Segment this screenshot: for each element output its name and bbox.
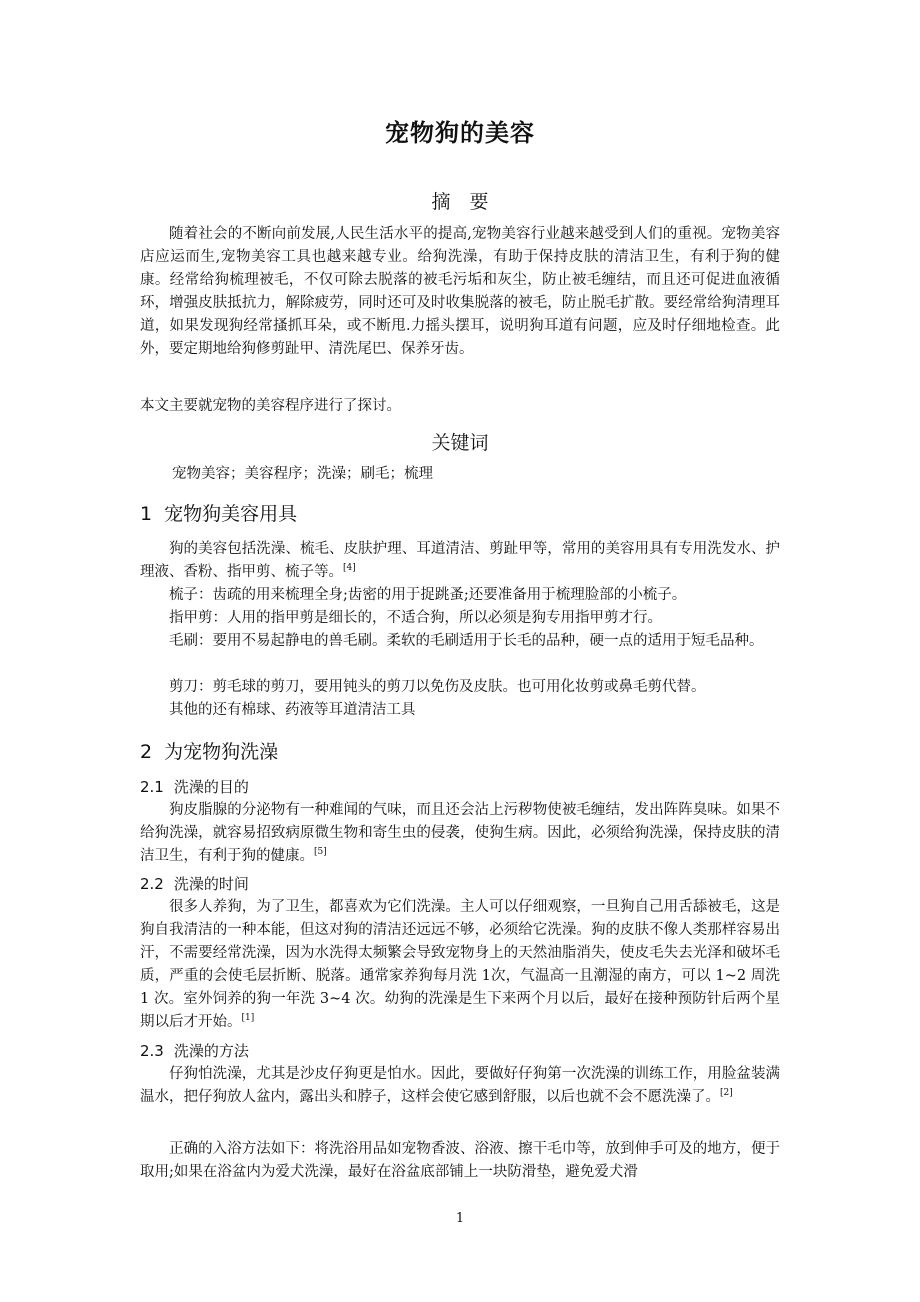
keywords-heading: 关键词 [431, 432, 489, 454]
section-2-3-heading: 2.3 洗澡的方法 [140, 1042, 249, 1060]
section-2-3-body-1: 仔狗怕洗澡，尤其是沙皮仔狗更是怕水。因此，要做好仔狗第一次洗澡的训练工作，用脸盆装满温水，把仔狗放人盆内，露出头和脖子，这样会使它感到舒服，以后也就不会不愿洗澡了。[2] [140, 1066, 780, 1105]
section-2-number: 2 [140, 741, 153, 763]
section-1-brush: 毛刷：要用不易起静电的兽毛刷。柔软的毛刷适用于长毛的品种，硬一点的适用于短毛品种。 [169, 633, 764, 649]
citation: [4] [343, 563, 356, 574]
section-2-2-body: 很多人养狗，为了卫生，都喜欢为它们洗澡。主人可以仔细观察，一旦狗自己用舌舔被毛，这是狗自我清洁的一种本能，但这对狗的清洁还远远不够，必须给它洗澡。狗的皮肤不像人类那样容易出汗，不需要经常洗澡，因为水洗得太频繁会导致宠物身上的天然油脂消失，使皮毛失去光泽和破坏毛质，严重的会使毛层折断、脱落。通常家养狗每月洗 1次，气温高一且潮湿的南方，可以 1~2 周洗 1 次。室外饲养的狗一年洗 3~4 次。幼狗的洗澡是生下来两个月以后，最好在接种预防针后两个星期以后才开始。[1] [140, 899, 780, 1030]
abstract-conclusion: 本文主要就宠物的美容程序进行了探讨。 [140, 398, 401, 414]
keywords-text: 宠物美容；美容程序；洗澡；刷毛；梳理 [172, 466, 433, 482]
section-1-number: 1 [140, 503, 153, 525]
section-1-intro: 狗的美容包括洗澡、梳毛、皮肤护理、耳道清洁、剪趾甲等，常用的美容用具有专用洗发水、护理液、香粉、指甲剪、梳子等。[4] [140, 541, 780, 580]
citation: [1] [241, 1013, 255, 1024]
page-number: 1 [455, 1211, 465, 1226]
section-2-title: 为宠物狗洗澡 [164, 741, 279, 763]
section-1-heading [140, 499, 297, 526]
page-title: 宠物狗的美容 [385, 119, 535, 147]
section-1-nail: 指甲剪：人用的指甲剪是细长的，不适合狗，所以必须是狗专用指甲剪才行。 [169, 610, 662, 626]
section-1-comb: 梳子：齿疏的用来梳理全身;齿密的用于捉跳蚤;还要准备用于梳理脸部的小梳子。 [169, 587, 687, 603]
section-2-1-body: 狗皮脂腺的分泌物有一种难闻的气味，而且还会沾上污秽物使被毛缠结，发出阵阵臭味。如果不给狗洗澡，就容易招致病原微生物和寄生虫的侵袭，使狗生病。因此，必须给狗洗澡，保持皮肤的清洁卫生，有利于狗的健康。[5] [140, 802, 780, 864]
section-1-title: 宠物狗美容用具 [164, 503, 298, 525]
citation: [2] [720, 1088, 733, 1099]
section-1-scissors: 剪刀：剪毛球的剪刀，要用钝头的剪刀以免伤及皮肤。也可用化妆剪或鼻毛剪代替。 [169, 679, 706, 695]
abstract-body: 随着社会的不断向前发展,人民生活水平的提高,宠物美容行业越来越受到人们的重视。宠物美容店应运而生,宠物美容工具也越来越专业。给狗洗澡，有助于保持皮肤的清洁卫生，有利于狗的健康。经常给狗梳理被毛，不仅可除去脱落的被毛污垢和灰尘，防止被毛缠结，而且还可促进血液循环，增强皮肤抵抗力，解除疲劳，同时还可及时收集脱落的被毛，防止脱毛扩散。要经常给狗清理耳道，如果发现狗经常搔抓耳朵，或不断甩.力摇头摆耳，说明狗耳道有问题，应及时仔细地检查。此外，要定期地给狗修剪趾甲、清洗尾巴、保养牙齿。 [140, 226, 780, 357]
section-1-others: 其他的还有棉球、药液等耳道清洁工具 [169, 702, 416, 718]
section-2-heading [140, 737, 278, 764]
citation: [5] [314, 847, 327, 858]
abstract-heading: 摘 要 [431, 191, 489, 213]
section-2-2-heading: 2.2 洗澡的时间 [140, 875, 249, 893]
section-2-1-heading: 2.1 洗澡的目的 [140, 778, 249, 796]
section-2-3-body-2: 正确的入浴方法如下：将洗浴用品如宠物香波、浴液、擦干毛巾等，放到伸手可及的地方，便于取用;如果在浴盆内为爱犬洗澡，最好在浴盆底部铺上一块防滑垫，避免爱犬滑 [140, 1141, 780, 1180]
